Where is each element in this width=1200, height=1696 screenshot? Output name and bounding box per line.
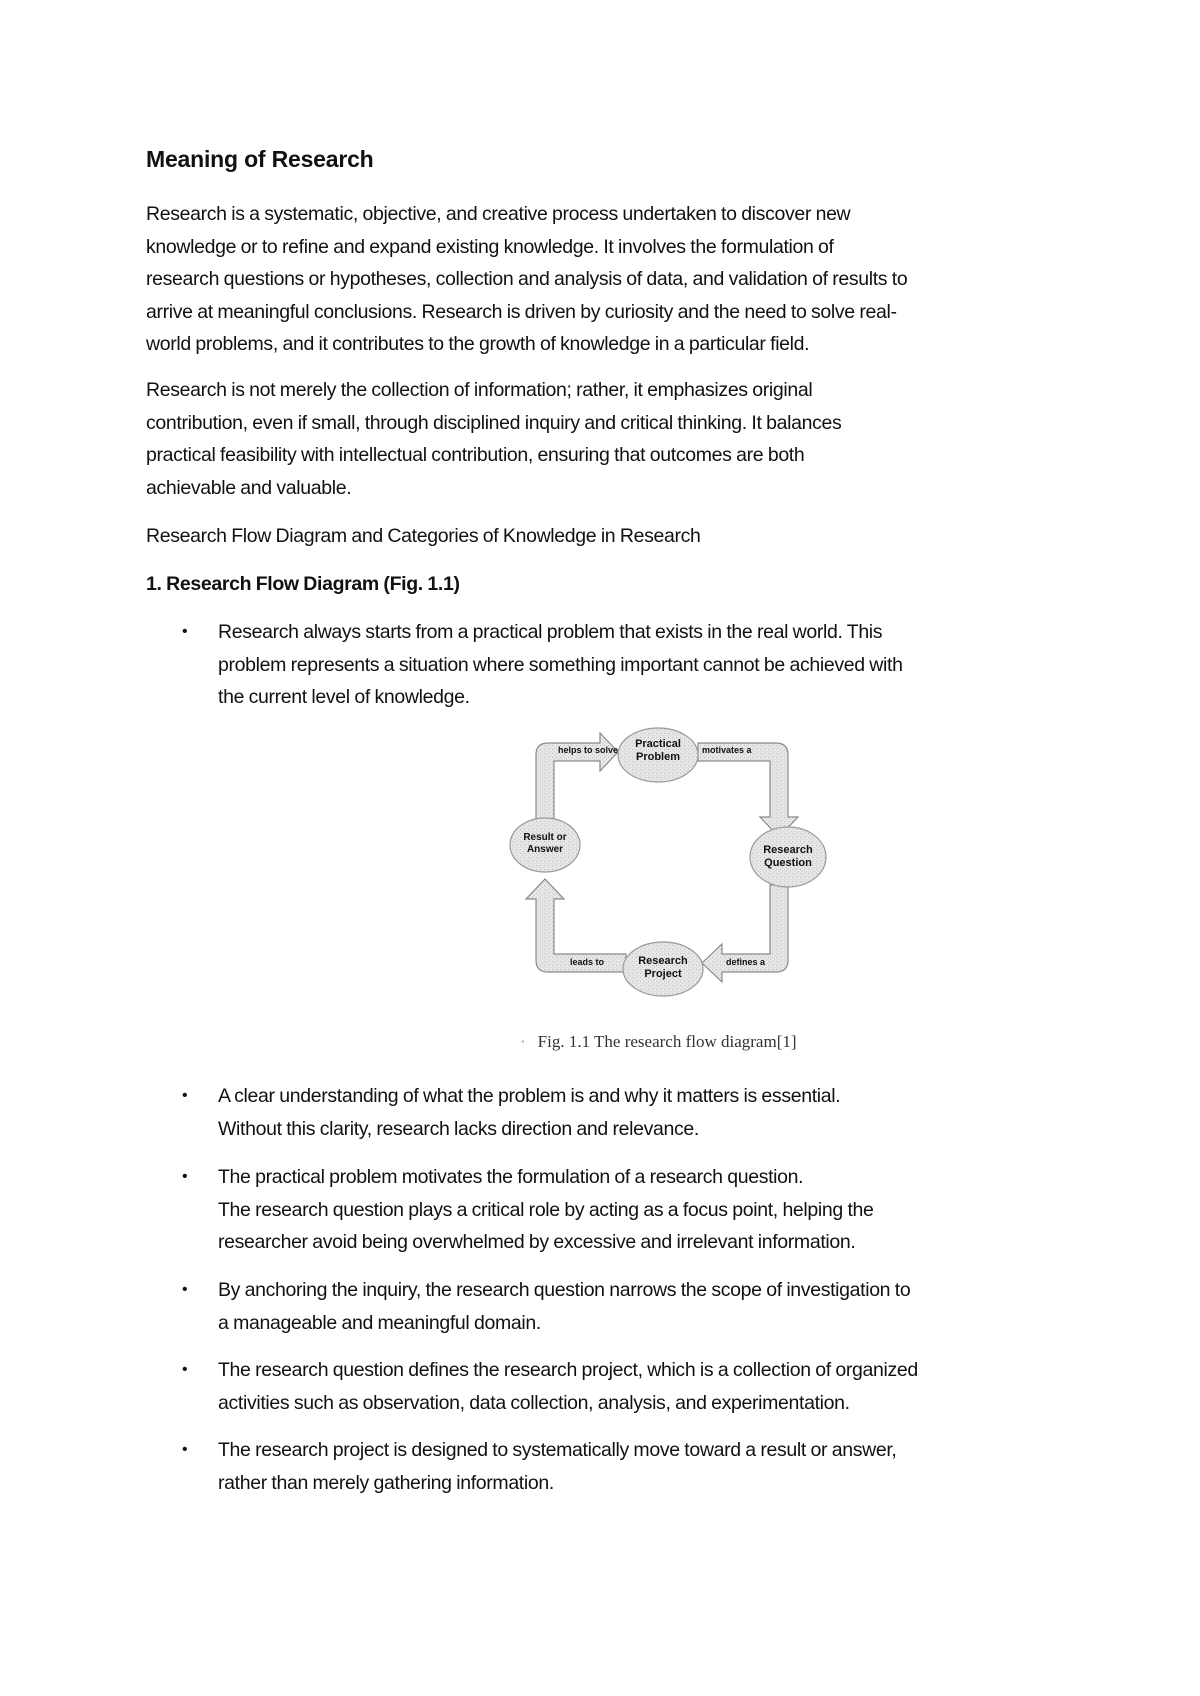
node-label-result-or-answer: Result or Answer xyxy=(523,832,567,855)
text-line: a manageable and meaningful domain. xyxy=(218,1311,541,1334)
paragraph-1 xyxy=(146,198,907,361)
text-line: research questions or hypotheses, collection and analysis of data, and validation of results to xyxy=(146,268,908,290)
text-line: The research question defines the research project, which is a collection of organized xyxy=(218,1359,918,1381)
text-line: activities such as observation, data collection, analysis, and experimentation. xyxy=(218,1391,850,1414)
page-title: Meaning of Research xyxy=(146,146,374,172)
research-flow-diagram xyxy=(508,725,858,1015)
bullet-icon: • xyxy=(182,1168,188,1185)
text-line: Research always starts from a practical problem that exists in the real world. This xyxy=(218,621,883,643)
text-line: arrive at meaningful conclusions. Research is driven by curiosity and the need to solve real- xyxy=(146,300,897,323)
text-line: achievable and valuable. xyxy=(146,476,352,499)
bullet-icon: • xyxy=(182,1281,188,1298)
edge-label-helps-to-solve: helps to solve xyxy=(558,745,619,755)
text-line: By anchoring the inquiry, the research question narrows the scope of investigation to xyxy=(218,1279,911,1301)
node-label-research-question: Research Question xyxy=(763,844,813,869)
section-heading: 1. Research Flow Diagram (Fig. 1.1) xyxy=(146,573,460,595)
text-line: A clear understanding of what the problem is and why it matters is essential. xyxy=(218,1085,841,1107)
text-line: Without this clarity, research lacks direction and relevance. xyxy=(218,1117,699,1140)
text-line: problem represents a situation where something important cannot be achieved with xyxy=(218,653,903,676)
text-line: the current level of knowledge. xyxy=(218,686,470,708)
text-line: The research project is designed to systematically move toward a result or answer, xyxy=(218,1439,897,1461)
text-line: practical feasibility with intellectual contribution, ensuring that outcomes are both xyxy=(146,444,805,466)
bullet-icon: • xyxy=(182,1441,188,1458)
figure-caption: · Fig. 1.1 The research flow diagram[1] xyxy=(520,1032,797,1051)
text-line: The research question plays a critical role by acting as a focus point, helping the xyxy=(218,1198,874,1221)
text-line: world problems, and it contributes to the growth of knowledge in a particular field. xyxy=(146,333,810,355)
bullet-icon: • xyxy=(182,1087,188,1104)
text-line: The practical problem motivates the formulation of a research question. xyxy=(218,1166,804,1188)
bullet-icon: • xyxy=(182,1361,188,1378)
text-line: rather than merely gathering information. xyxy=(218,1471,554,1494)
edge-label-defines: defines a xyxy=(726,957,766,967)
subheading: Research Flow Diagram and Categories of Knowledge in Research xyxy=(146,525,701,547)
edge-label-motivates: motivates a xyxy=(702,745,752,755)
text-line: knowledge or to refine and expand existing knowledge. It involves the formulation of xyxy=(146,235,834,258)
edge-label-leads-to: leads to xyxy=(570,957,605,967)
paragraph-2 xyxy=(146,374,841,504)
text-line: Research is a systematic, objective, and creative process undertaken to discover new xyxy=(146,203,851,225)
node-label-practical-problem: Practical Problem xyxy=(635,738,681,763)
node-label-research-project: Research Project xyxy=(638,955,688,980)
text-line: researcher avoid being overwhelmed by excessive and irrelevant information. xyxy=(218,1231,856,1253)
text-line: Research is not merely the collection of information; rather, it emphasizes original xyxy=(146,379,813,401)
bullet-icon: • xyxy=(182,623,188,640)
text-line: contribution, even if small, through disciplined inquiry and critical thinking. It balances xyxy=(146,411,842,434)
